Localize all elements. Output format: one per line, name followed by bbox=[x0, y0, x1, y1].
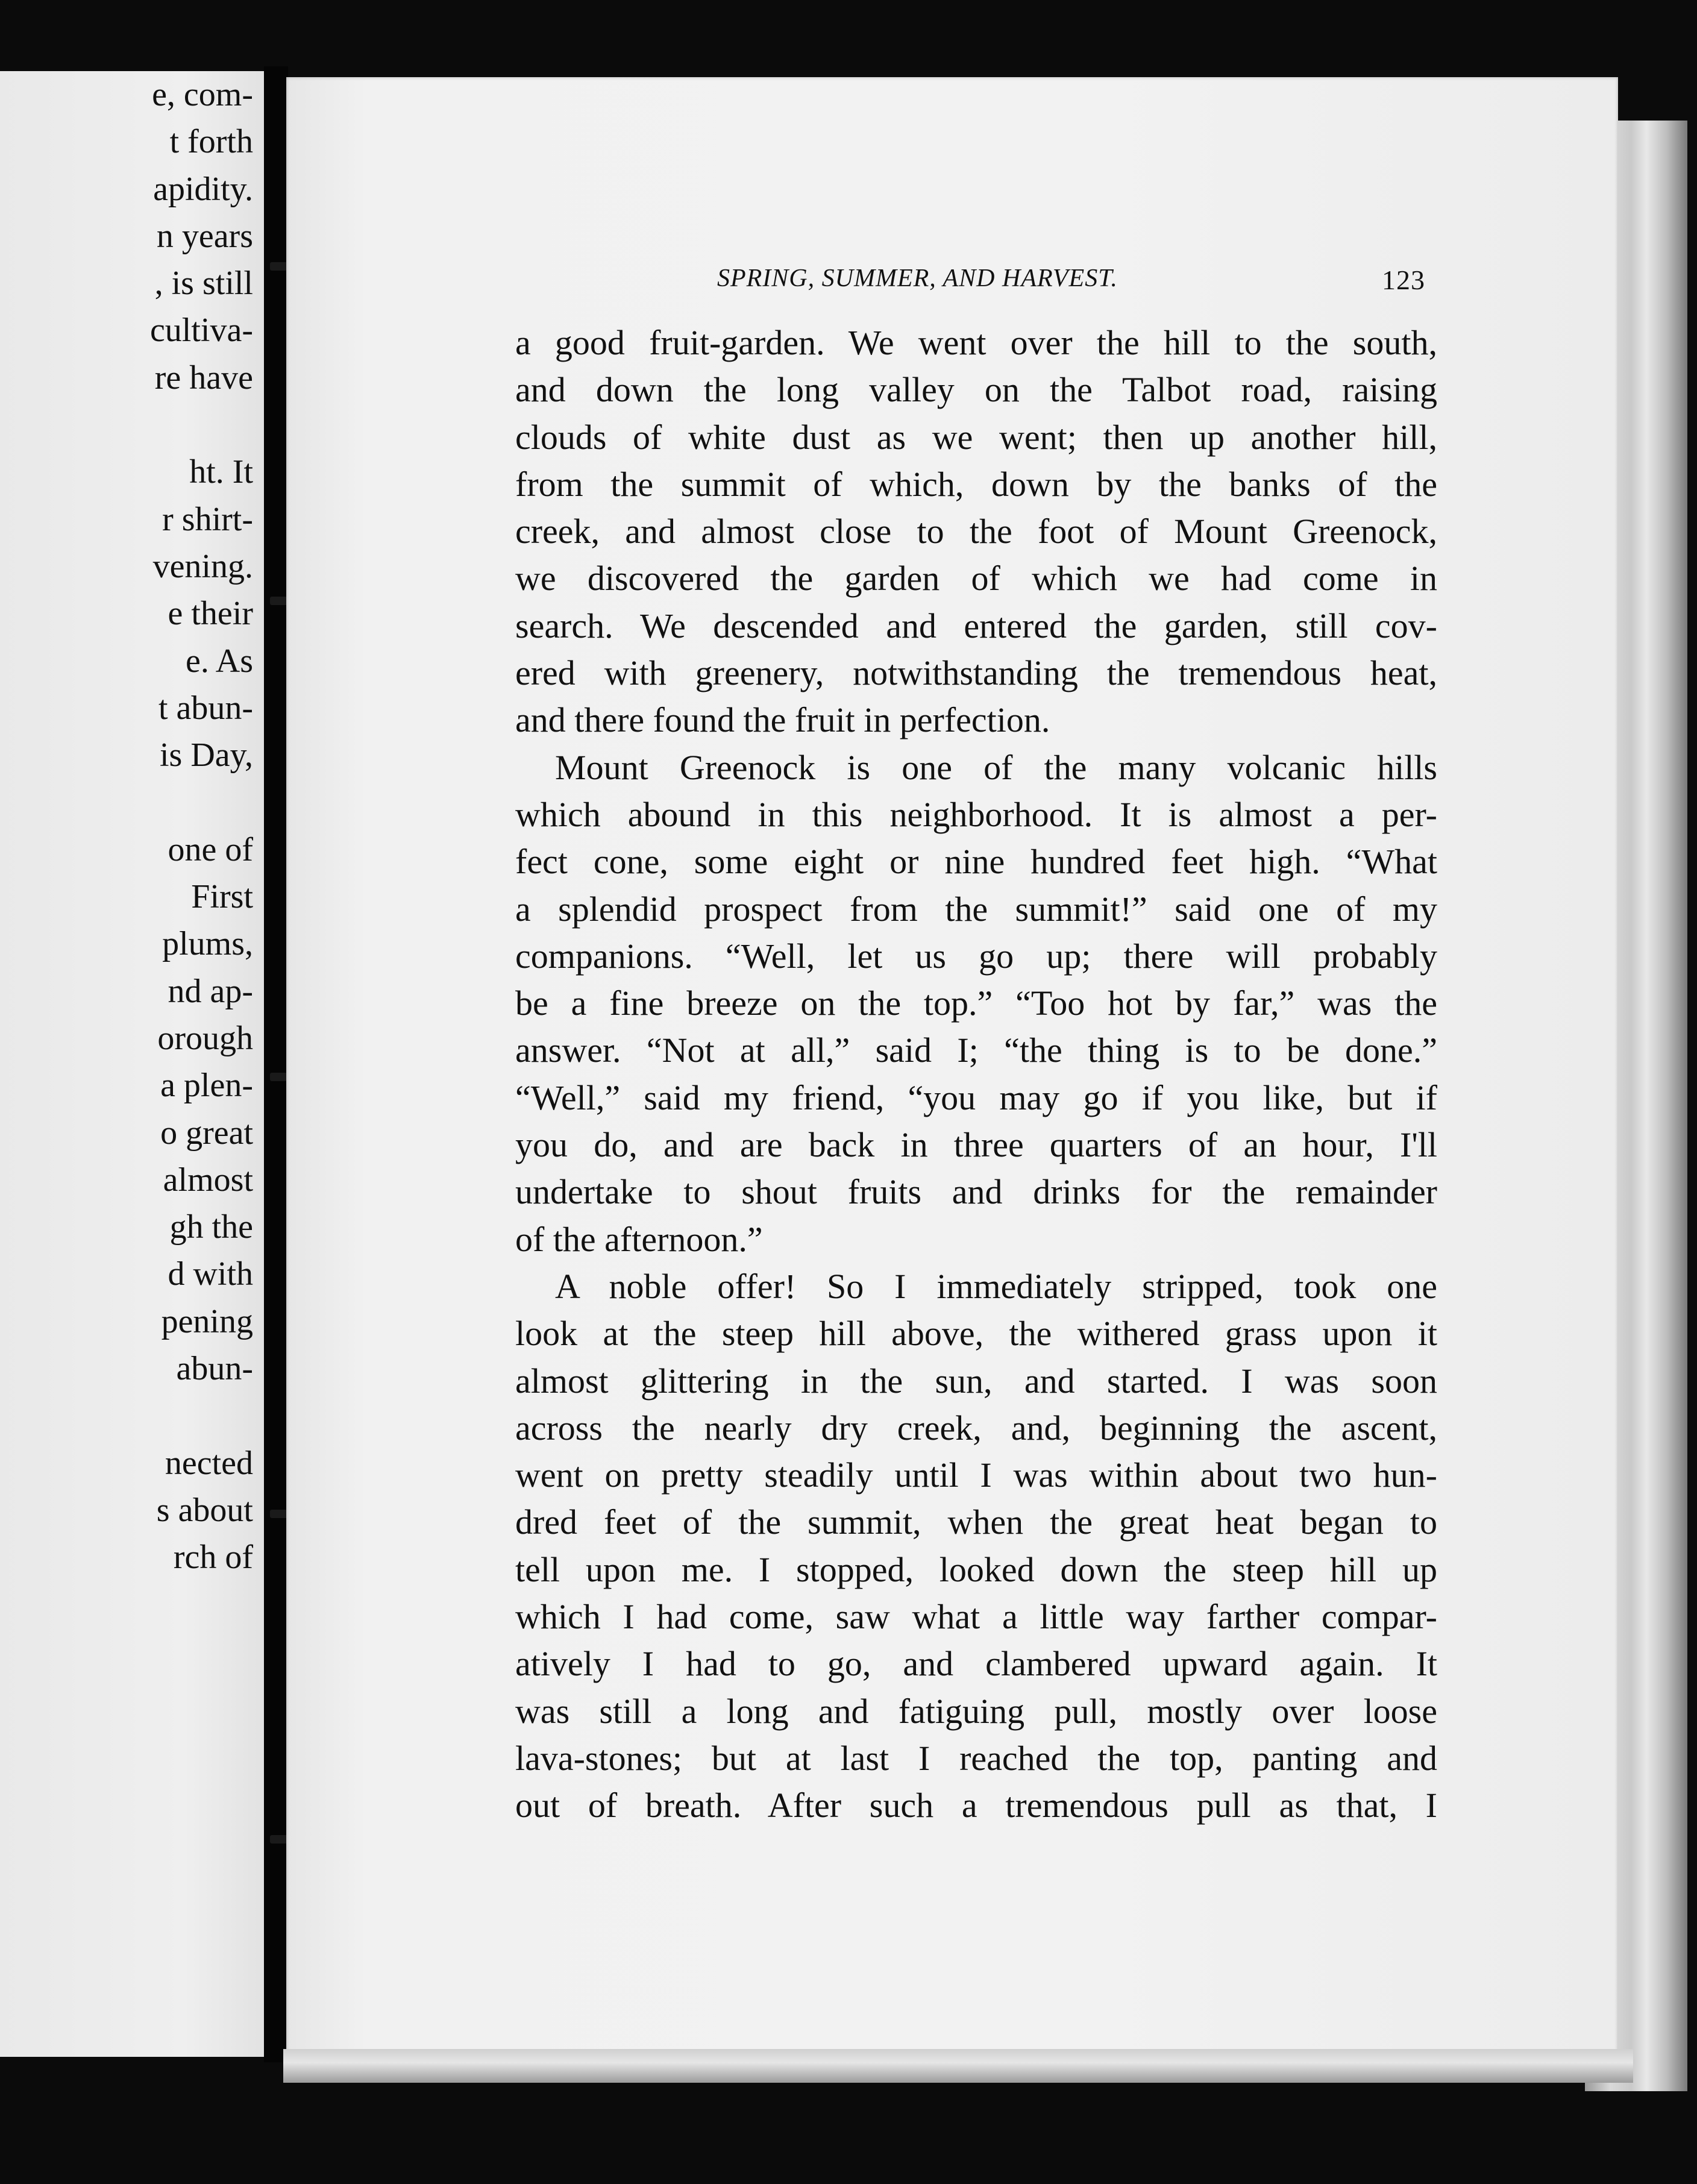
left-line: one of bbox=[168, 830, 253, 868]
page-number: 123 bbox=[1382, 265, 1425, 295]
text-line: of the afternoon.” bbox=[515, 1219, 763, 1259]
left-line bbox=[0, 1392, 253, 1439]
left-page-text bbox=[0, 71, 253, 1581]
text-line: companions. “Well, let us go up; there will probably bbox=[515, 936, 1437, 976]
text-line: Mount Greenock is one of the many volcanic hills bbox=[555, 747, 1437, 787]
left-line: t forth bbox=[169, 123, 253, 161]
running-header bbox=[717, 264, 1425, 300]
left-line: almost bbox=[163, 1161, 253, 1199]
page-body bbox=[515, 319, 1437, 1830]
left-line: d with bbox=[168, 1255, 253, 1293]
left-line: n years bbox=[156, 217, 253, 255]
left-line: orough bbox=[157, 1019, 253, 1057]
text-line: across the nearly dry creek, and, beginning the ascent, bbox=[515, 1408, 1437, 1448]
left-line: r shirt- bbox=[162, 500, 253, 538]
left-line: t abun- bbox=[158, 689, 253, 727]
text-line: tell upon me. I stopped, looked down the steep hill up bbox=[515, 1549, 1437, 1589]
text-line: and there found the fruit in perfection. bbox=[515, 700, 1050, 740]
left-line: nected bbox=[165, 1444, 253, 1482]
text-line: “Well,” said my friend, “you may go if you like, but if bbox=[515, 1078, 1437, 1117]
left-line: e, com- bbox=[152, 76, 253, 113]
text-line: you do, and are back in three quarters of an hour, I'll bbox=[515, 1125, 1437, 1165]
text-line: was still a long and fatiguing pull, mostly over loose bbox=[515, 1691, 1437, 1731]
text-line: clouds of white dust as we went; then up another hill, bbox=[515, 417, 1437, 457]
left-line: plums, bbox=[162, 925, 253, 963]
left-line: gh the bbox=[169, 1208, 253, 1246]
left-line bbox=[0, 401, 253, 448]
left-line: is Day, bbox=[159, 736, 253, 774]
left-line: pening bbox=[161, 1302, 253, 1340]
text-line: which I had come, saw what a little way farther compar- bbox=[515, 1597, 1437, 1637]
left-line: First bbox=[191, 878, 253, 916]
page-bottom-edge bbox=[283, 2049, 1633, 2083]
running-title: SPRING, SUMMER, AND HARVEST. bbox=[717, 265, 1118, 292]
text-line: out of breath. After such a tremendous pull as that, I bbox=[515, 1786, 1437, 1825]
left-line: ht. It bbox=[189, 453, 253, 491]
text-line: went on pretty steadily until I was within about two hun- bbox=[515, 1455, 1437, 1495]
left-line: a plen- bbox=[160, 1067, 253, 1105]
text-line: lava-stones; but at last I reached the top, panting and bbox=[515, 1738, 1437, 1778]
text-line: undertake to shout fruits and drinks for the remainder bbox=[515, 1172, 1437, 1212]
text-line: a good fruit-garden. We went over the hill to the south, bbox=[515, 323, 1437, 362]
left-line bbox=[0, 779, 253, 826]
left-line: e. As bbox=[186, 642, 253, 680]
book-gutter bbox=[264, 66, 288, 2062]
text-line: from the summit of which, down by the banks of the bbox=[515, 464, 1437, 504]
left-line: s about bbox=[156, 1491, 253, 1529]
left-line: cultiva- bbox=[149, 312, 253, 350]
text-line: ered with greenery, notwithstanding the tremendous heat, bbox=[515, 653, 1437, 693]
text-line: dred feet of the summit, when the great heat began to bbox=[515, 1502, 1437, 1542]
text-line: atively I had to go, and clambered upward again. It bbox=[515, 1644, 1437, 1684]
text-line: almost glittering in the sun, and started. I was soon bbox=[515, 1361, 1437, 1401]
text-line: search. We descended and entered the garden, still cov- bbox=[515, 606, 1437, 645]
text-line: which abound in this neighborhood. It is almost a per- bbox=[515, 794, 1437, 834]
left-line: vening. bbox=[152, 547, 253, 585]
text-line: we discovered the garden of which we had come in bbox=[515, 559, 1437, 598]
text-line: A noble offer! So I immediately stripped, took one bbox=[555, 1266, 1437, 1306]
left-page bbox=[0, 71, 264, 2057]
text-line: look at the steep hill above, the withered grass upon it bbox=[515, 1314, 1437, 1354]
text-line: answer. “Not at all,” said I; “the thing is to be done.” bbox=[515, 1031, 1437, 1070]
text-line: creek, and almost close to the foot of Mount Greenock, bbox=[515, 512, 1437, 551]
left-line: rch of bbox=[173, 1539, 253, 1577]
text-line: a splendid prospect from the summit!” said one of my bbox=[515, 889, 1437, 929]
left-line: , is still bbox=[154, 265, 253, 303]
left-line: apidity. bbox=[153, 170, 253, 208]
left-line: e their bbox=[168, 595, 253, 633]
text-line: and down the long valley on the Talbot road, raising bbox=[515, 370, 1437, 410]
text-line: fect cone, some eight or nine hundred feet high. “What bbox=[515, 842, 1437, 882]
text-line: be a fine breeze on the top.” “Too hot by far,” was the bbox=[515, 984, 1437, 1023]
left-line: nd ap- bbox=[168, 972, 253, 1010]
left-line: re have bbox=[154, 359, 253, 397]
left-line: o great bbox=[160, 1114, 253, 1152]
left-line: abun- bbox=[176, 1350, 253, 1388]
